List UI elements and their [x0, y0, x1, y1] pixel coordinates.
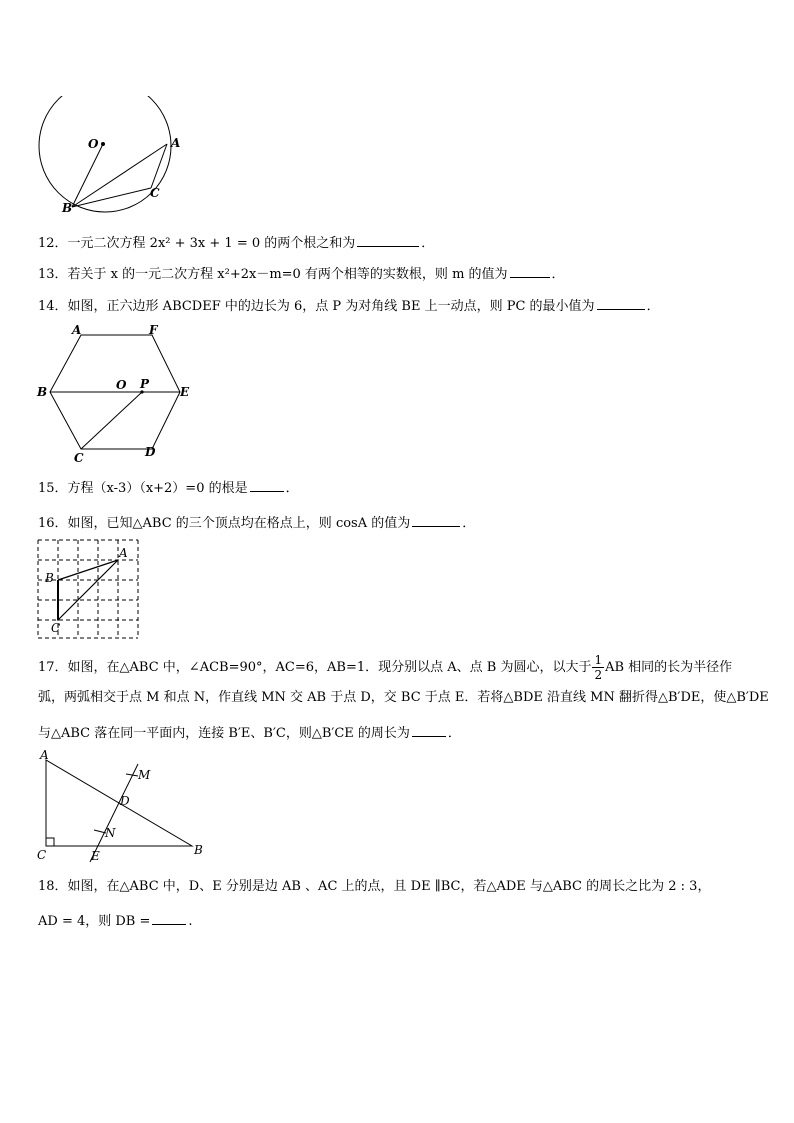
question-text: 如图，在△ABC 中，∠ACB=90°，AC=6，AB=1．现分别以点 A、点 B 为圆心，以大于: [67, 660, 592, 675]
label-b: B: [62, 201, 73, 215]
label-d: D: [120, 794, 130, 808]
segment-bc: [72, 188, 151, 207]
label-o: O: [116, 378, 127, 392]
label-n: N: [105, 826, 116, 840]
label-c: C: [74, 451, 84, 464]
answer-blank[interactable]: [250, 478, 284, 492]
question-number: 14．: [38, 299, 68, 314]
question-17-line2: [38, 689, 769, 707]
question-text-line3: 与△ABC 落在同一平面内，连接 B′E、B′C，则△B′CE 的周长为: [38, 726, 410, 741]
label-c: C: [150, 186, 160, 200]
question-18-line2: [38, 911, 193, 931]
question-number: 17．: [38, 660, 68, 675]
question-end: ．: [447, 726, 461, 741]
answer-blank[interactable]: [412, 723, 446, 737]
label-f: F: [149, 323, 158, 337]
question-number: 12．: [38, 236, 68, 251]
question-end: ．: [285, 481, 299, 496]
question-text: 如图，已知△ABC 的三个顶点均在格点上，则 cosA 的值为: [67, 516, 411, 531]
question-13: [38, 264, 565, 284]
question-17: [38, 653, 732, 682]
question-text: 若关于 x 的一元二次方程 x²+2x－m=0 有两个相等的实数根，则 m 的值为: [67, 267, 508, 282]
question-end: ．: [551, 267, 565, 282]
question-18: [38, 878, 710, 896]
segment-ca: [58, 560, 118, 620]
question-text-cont: AB 相同的长为半径作: [605, 660, 733, 675]
fraction-one-half: [592, 653, 604, 682]
question-12: [38, 233, 434, 253]
answer-blank[interactable]: [510, 264, 550, 278]
question-end: ．: [646, 299, 660, 314]
segment-ba: [58, 560, 118, 580]
line-mn: [90, 764, 138, 862]
answer-blank[interactable]: [412, 513, 460, 527]
label-b: B: [37, 385, 48, 399]
question-text: 如图，在△ABC 中，D、E 分别是边 AB 、AC 上的点，且 DE ∥BC，若△ADE 与△ABC 的周长之比为 2 : 3，: [67, 879, 711, 894]
hexagon-figure: [34, 322, 196, 464]
fraction-denominator: 2: [594, 668, 603, 682]
label-e: E: [180, 385, 190, 399]
label-p: P: [140, 377, 150, 391]
label-a: A: [171, 136, 181, 150]
segment-ob: [72, 144, 103, 207]
question-text-line2: AD = 4，则 DB =: [38, 914, 151, 929]
right-triangle-figure: [32, 746, 212, 868]
grid-figure: [36, 538, 142, 642]
question-14: [38, 296, 660, 316]
label-a: A: [40, 748, 49, 762]
question-end: ．: [421, 236, 435, 251]
label-c: C: [37, 848, 47, 862]
question-number: 16．: [38, 516, 68, 531]
fraction-numerator: 1: [594, 653, 603, 667]
segment-pc: [81, 392, 142, 449]
question-text: 方程（x-3）（x+2）=0 的根是: [67, 481, 248, 496]
question-17-line3: [38, 723, 461, 743]
question-15: [38, 478, 299, 498]
answer-blank[interactable]: [357, 233, 419, 247]
label-a: A: [72, 323, 82, 337]
question-end: .: [188, 914, 193, 929]
question-text: 一元二次方程 2x² + 3x + 1 = 0 的两个根之和为: [67, 236, 356, 251]
segment-ca: [151, 144, 167, 188]
question-16: [38, 513, 475, 533]
label-m: M: [138, 768, 151, 782]
question-text: 如图，正六边形 ABCDEF 中的边长为 6，点 P 为对角线 BE 上一动点，则 PC 的最小值为: [67, 299, 595, 314]
question-text-line2: 弧，两弧相交于点 M 和点 N，作直线 MN 交 AB 于点 D，交 BC 于点 E．若将△BDE 沿直线 MN 翻折得△B′DE，使△B′DE: [38, 690, 769, 705]
answer-blank[interactable]: [152, 911, 186, 925]
label-b: B: [45, 571, 54, 585]
right-angle-mark: [46, 838, 54, 846]
label-d: D: [145, 445, 156, 459]
label-c: C: [51, 621, 61, 635]
answer-blank[interactable]: [597, 296, 645, 310]
circle-figure: [30, 96, 200, 220]
question-number: 15．: [38, 481, 68, 496]
label-a: A: [119, 546, 128, 560]
center-dot: [101, 142, 105, 146]
question-number: 18．: [38, 879, 68, 894]
question-end: ．: [462, 516, 476, 531]
label-e: E: [91, 849, 100, 863]
label-b: B: [194, 843, 203, 857]
label-o: O: [88, 137, 99, 151]
question-number: 13．: [38, 267, 68, 282]
